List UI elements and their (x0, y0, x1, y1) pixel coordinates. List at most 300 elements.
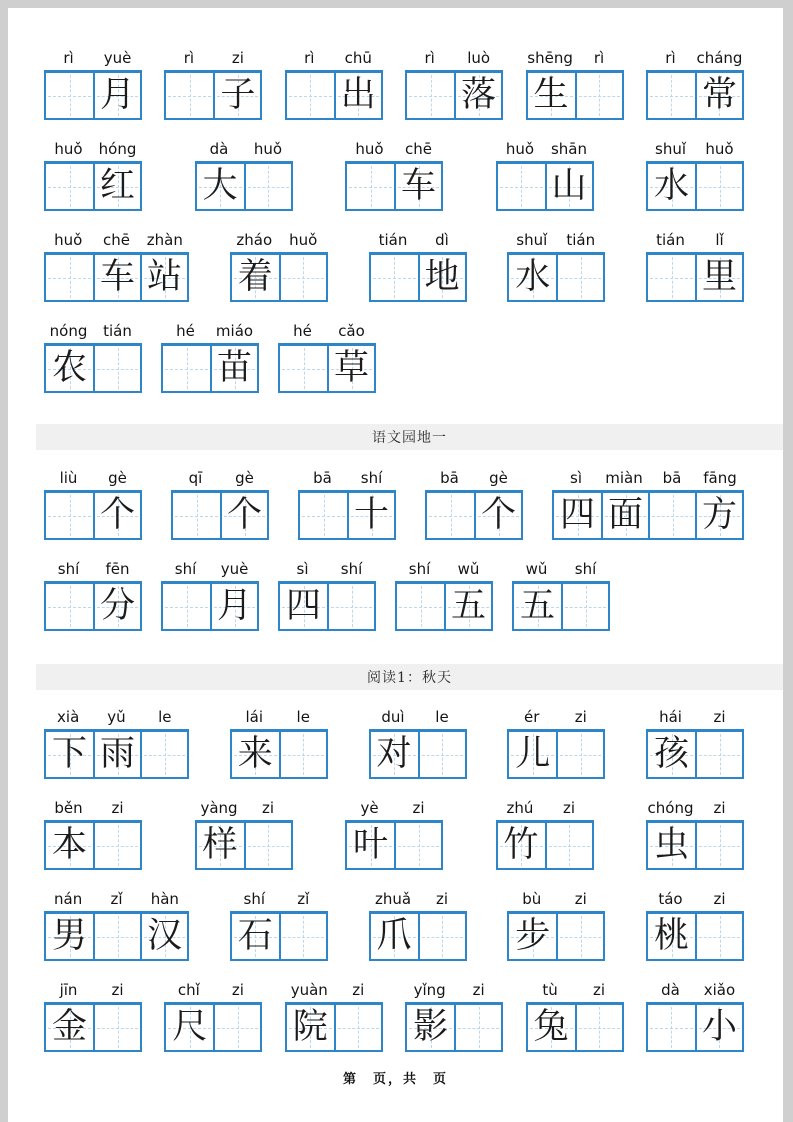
pinyin-row (552, 468, 744, 490)
word-group (646, 48, 744, 120)
pinyin-syllable: duì (381, 708, 405, 726)
pinyin-syllable: yuè (220, 560, 249, 578)
pinyin-row (646, 980, 744, 1002)
character-box-filled (140, 255, 187, 300)
character-box-empty (279, 732, 326, 777)
character-box-filled (509, 255, 556, 300)
pinyin-syllable: lái (245, 708, 264, 726)
character-box-empty (498, 164, 545, 209)
character-boxes (161, 581, 259, 631)
pinyin-syllable: shuǐ (655, 140, 686, 158)
character-box-filled (166, 1005, 213, 1050)
word-group (496, 139, 594, 211)
character-box-filled (454, 73, 501, 118)
character-boxes (507, 729, 605, 779)
pinyin-row (369, 889, 467, 911)
word-group (44, 468, 142, 540)
pinyin-row (512, 559, 610, 581)
character-box-filled (695, 255, 742, 300)
pinyin-syllable: hé (293, 322, 312, 340)
pinyin-row (44, 798, 142, 820)
character-box-empty (397, 584, 444, 629)
pinyin-syllable: zi (231, 981, 244, 999)
character: 孩 (653, 734, 689, 774)
character: 生 (533, 75, 569, 115)
character-box-empty (279, 255, 326, 300)
pinyin-syllable: huǒ (505, 140, 535, 158)
character-box-empty (287, 73, 334, 118)
pinyin-row (164, 48, 262, 70)
character-box-empty (454, 1005, 501, 1050)
character: 地 (424, 257, 460, 297)
pinyin-syllable: zháo (236, 231, 273, 249)
character: 水 (653, 166, 689, 206)
character: 儿 (515, 734, 551, 774)
character-box-empty (695, 914, 742, 959)
character-boxes (646, 252, 744, 302)
word-group (646, 889, 744, 961)
character: 小 (701, 1007, 737, 1047)
character-box-filled (213, 73, 260, 118)
pinyin-syllable: miàn (605, 469, 643, 487)
character: 子 (220, 75, 256, 115)
character-box-empty (407, 73, 454, 118)
character: 金 (51, 1007, 87, 1047)
character-box-empty (648, 1005, 695, 1050)
character-box-empty (418, 732, 465, 777)
character: 车 (99, 257, 135, 297)
character-box-empty (575, 73, 622, 118)
pinyin-syllable: ér (524, 708, 540, 726)
character: 步 (515, 916, 551, 956)
pinyin-row (507, 889, 605, 911)
character: 面 (607, 495, 643, 535)
word-group (161, 559, 259, 631)
character-boxes (552, 490, 744, 540)
character-boxes (369, 729, 467, 779)
character-box-empty (163, 346, 210, 391)
character-box-filled (327, 346, 374, 391)
section-words-block-2 (44, 468, 744, 631)
word-group (285, 48, 383, 120)
word-group (405, 980, 503, 1052)
character-boxes (405, 70, 503, 120)
worksheet-page (8, 8, 783, 1122)
pinyin-syllable: sì (570, 469, 582, 487)
pinyin-syllable: cǎo (338, 322, 365, 340)
word-row (44, 707, 744, 779)
character-box-empty (93, 346, 140, 391)
pinyin-row (44, 230, 189, 252)
pinyin-syllable: fāng (703, 469, 737, 487)
word-group (646, 139, 744, 211)
pinyin-syllable: zi (472, 981, 485, 999)
character-boxes (230, 252, 328, 302)
word-group (285, 980, 383, 1052)
pinyin-syllable: zi (111, 799, 124, 817)
character-boxes (195, 820, 293, 870)
character: 五 (450, 586, 486, 626)
character: 大 (202, 166, 238, 206)
word-group (44, 980, 142, 1052)
pinyin-syllable: zi (562, 799, 576, 817)
character-box-empty (163, 584, 210, 629)
character: 叶 (352, 825, 388, 865)
pinyin-syllable: chē (103, 231, 130, 249)
pinyin-syllable: dà (209, 140, 229, 158)
character: 下 (51, 734, 87, 774)
pinyin-syllable: shí (243, 890, 265, 908)
character-box-filled (210, 584, 257, 629)
character-boxes (285, 1002, 383, 1052)
pinyin-syllable: chū (344, 49, 372, 67)
pinyin-row (44, 889, 189, 911)
pinyin-row (507, 707, 605, 729)
pinyin-syllable: huǒ (54, 231, 83, 249)
character-box-filled (197, 164, 244, 209)
character-box-empty (556, 255, 603, 300)
character-box-empty (327, 584, 374, 629)
character-boxes (395, 581, 493, 631)
character-box-empty (695, 164, 742, 209)
character-box-empty (244, 823, 291, 868)
character-boxes (646, 161, 744, 211)
character-box-filled (93, 164, 140, 209)
character-box-filled (210, 346, 257, 391)
character-boxes (345, 820, 443, 870)
pinyin-syllable: bā (662, 469, 682, 487)
character: 月 (99, 75, 135, 115)
character-boxes (526, 1002, 624, 1052)
character: 着 (237, 257, 273, 297)
word-group (405, 48, 503, 120)
pinyin-row (526, 980, 624, 1002)
character-box-empty (93, 823, 140, 868)
pinyin-syllable: yǐng (413, 981, 446, 999)
pinyin-row (44, 559, 142, 581)
word-row (44, 798, 744, 870)
pinyin-row (369, 230, 467, 252)
section-header-text: 语文园地一 (372, 430, 447, 446)
character-box-filled (93, 493, 140, 538)
pinyin-row (285, 980, 383, 1002)
word-group (512, 559, 610, 631)
character-box-empty (561, 584, 608, 629)
word-group (369, 230, 467, 302)
character: 分 (99, 586, 135, 626)
character: 男 (51, 916, 87, 956)
word-group (44, 798, 142, 870)
character-box-filled (287, 1005, 334, 1050)
character-box-filled (347, 823, 394, 868)
character-boxes (164, 1002, 262, 1052)
character-box-filled (648, 164, 695, 209)
character-boxes (405, 1002, 503, 1052)
pinyin-syllable: zǐ (110, 890, 123, 908)
pinyin-row (425, 468, 523, 490)
word-group (552, 468, 744, 540)
pinyin-row (496, 798, 594, 820)
word-group (507, 230, 605, 302)
character: 方 (701, 495, 737, 535)
word-group (195, 798, 293, 870)
character: 影 (413, 1007, 449, 1047)
word-group (369, 707, 467, 779)
character-box-empty (46, 164, 93, 209)
pinyin-row (161, 559, 259, 581)
pinyin-syllable: yuè (103, 49, 132, 67)
pinyin-syllable: rì (63, 49, 74, 67)
pinyin-syllable: zi (574, 890, 587, 908)
character-box-empty (556, 914, 603, 959)
character-boxes (298, 490, 396, 540)
character-box-filled (528, 1005, 575, 1050)
pinyin-syllable: le (296, 708, 310, 726)
character-box-empty (244, 164, 291, 209)
character-boxes (369, 252, 467, 302)
character: 虫 (653, 825, 689, 865)
pinyin-syllable: zi (412, 799, 425, 817)
character-boxes (164, 70, 262, 120)
word-group (44, 48, 142, 120)
character-boxes (171, 490, 269, 540)
pinyin-syllable: wǔ (457, 560, 480, 578)
character: 山 (551, 166, 587, 206)
pinyin-syllable: dì (435, 231, 449, 249)
word-row (44, 980, 744, 1052)
pinyin-syllable: hàn (150, 890, 179, 908)
pinyin-syllable: zi (713, 799, 726, 817)
pinyin-syllable: hái (659, 708, 682, 726)
character: 四 (559, 495, 595, 535)
character: 水 (515, 257, 551, 297)
character-box-filled (509, 914, 556, 959)
pinyin-syllable: bā (440, 469, 459, 487)
word-group (230, 707, 328, 779)
character-boxes (507, 911, 605, 961)
character-box-filled (695, 1005, 742, 1050)
character-box-filled (509, 732, 556, 777)
pinyin-row (646, 139, 744, 161)
pinyin-syllable: chǐ (177, 981, 200, 999)
word-group (44, 889, 189, 961)
pinyin-syllable: yàng (200, 799, 238, 817)
pinyin-syllable: rì (304, 49, 315, 67)
pinyin-syllable: rì (665, 49, 676, 67)
pinyin-syllable: shí (57, 560, 80, 578)
character-box-filled (334, 73, 381, 118)
character-box-empty (166, 73, 213, 118)
character-box-filled (93, 584, 140, 629)
pinyin-syllable: zi (713, 890, 726, 908)
character: 汉 (146, 916, 182, 956)
character-box-filled (554, 493, 601, 538)
pinyin-syllable: tián (566, 231, 596, 249)
character-box-empty (575, 1005, 622, 1050)
pinyin-row (285, 48, 383, 70)
section-words-block-3 (44, 707, 744, 1052)
character-box-empty (371, 255, 418, 300)
section-header-bar (36, 664, 783, 690)
character-box-filled (601, 493, 648, 538)
pinyin-syllable: zi (231, 49, 244, 67)
pinyin-syllable: hóng (98, 140, 137, 158)
pinyin-syllable: zhú (506, 799, 534, 817)
character-box-filled (46, 1005, 93, 1050)
pinyin-row (230, 230, 328, 252)
pinyin-syllable: nóng (49, 322, 88, 340)
character: 爪 (376, 916, 412, 956)
word-group (44, 707, 189, 779)
character-box-filled (220, 493, 267, 538)
word-group (646, 707, 744, 779)
character-box-filled (418, 255, 465, 300)
character-box-filled (695, 73, 742, 118)
pinyin-syllable: xiǎo (703, 981, 736, 999)
pinyin-syllable: huǒ (289, 231, 318, 249)
pinyin-row (369, 707, 467, 729)
pinyin-syllable: huǒ (355, 140, 384, 158)
character: 桃 (653, 916, 689, 956)
word-group (44, 321, 142, 393)
word-row (44, 139, 744, 211)
character-box-empty (648, 255, 695, 300)
word-group (278, 321, 376, 393)
pinyin-row (298, 468, 396, 490)
character: 里 (701, 257, 737, 297)
character-boxes (425, 490, 523, 540)
pinyin-row (195, 139, 293, 161)
pinyin-syllable: bù (522, 890, 542, 908)
pinyin-row (507, 230, 605, 252)
character-box-empty (213, 1005, 260, 1050)
pinyin-syllable: tián (656, 231, 685, 249)
character-box-filled (474, 493, 521, 538)
character-boxes (646, 729, 744, 779)
character-box-empty (556, 732, 603, 777)
section-words-block-1 (44, 48, 744, 393)
pinyin-row (44, 139, 142, 161)
character: 常 (701, 75, 737, 115)
word-group (171, 468, 269, 540)
word-group (230, 889, 328, 961)
pinyin-syllable: zi (111, 981, 124, 999)
character-box-filled (347, 493, 394, 538)
pinyin-syllable: shí (574, 560, 597, 578)
character-boxes (195, 161, 293, 211)
character-boxes (44, 490, 142, 540)
word-group (230, 230, 328, 302)
character-boxes (230, 911, 328, 961)
character-box-empty (93, 914, 140, 959)
word-group (298, 468, 396, 540)
pinyin-row (395, 559, 493, 581)
pinyin-row (278, 559, 376, 581)
pinyin-row (646, 889, 744, 911)
pinyin-syllable: huǒ (253, 140, 283, 158)
pinyin-row (44, 707, 189, 729)
pinyin-row (646, 48, 744, 70)
pinyin-syllable: shān (550, 140, 588, 158)
word-group (195, 139, 293, 211)
character-box-filled (46, 823, 93, 868)
character-box-empty (418, 914, 465, 959)
pinyin-syllable: zhàn (146, 231, 183, 249)
character-boxes (646, 70, 744, 120)
pinyin-row (44, 468, 142, 490)
pinyin-row (195, 798, 293, 820)
character: 十 (353, 495, 389, 535)
character-box-filled (498, 823, 545, 868)
pinyin-syllable: sì (296, 560, 309, 578)
pinyin-syllable: tù (542, 981, 558, 999)
character-box-empty (140, 732, 187, 777)
pinyin-syllable: yè (360, 799, 379, 817)
pinyin-syllable: huǒ (54, 140, 83, 158)
character-box-empty (46, 73, 93, 118)
character-boxes (44, 1002, 142, 1052)
word-group (345, 139, 443, 211)
pinyin-syllable: hé (176, 322, 195, 340)
pinyin-row (230, 889, 328, 911)
character: 本 (51, 825, 87, 865)
character-box-empty (648, 73, 695, 118)
word-group (526, 48, 624, 120)
character-boxes (646, 820, 744, 870)
pinyin-syllable: miáo (215, 322, 254, 340)
character-box-empty (695, 732, 742, 777)
character: 五 (519, 586, 555, 626)
character-box-empty (334, 1005, 381, 1050)
character-box-filled (394, 164, 441, 209)
character-box-filled (46, 732, 93, 777)
character-box-empty (695, 823, 742, 868)
character-boxes (646, 1002, 744, 1052)
character-boxes (496, 161, 594, 211)
pinyin-syllable: zi (352, 981, 365, 999)
character: 月 (216, 586, 252, 626)
character-box-filled (648, 914, 695, 959)
character-box-filled (371, 914, 418, 959)
character-boxes (646, 911, 744, 961)
word-row (44, 230, 744, 302)
pinyin-row (646, 707, 744, 729)
pinyin-syllable: bā (313, 469, 332, 487)
word-group (425, 468, 523, 540)
pinyin-syllable: zǐ (297, 890, 310, 908)
character-box-filled (371, 732, 418, 777)
pinyin-syllable: liù (59, 469, 78, 487)
word-group (161, 321, 259, 393)
character-boxes (507, 252, 605, 302)
character-boxes (44, 70, 142, 120)
pinyin-syllable: shí (408, 560, 431, 578)
word-row (44, 321, 744, 393)
character-box-empty (280, 346, 327, 391)
character: 来 (237, 734, 273, 774)
pinyin-syllable: rì (183, 49, 195, 67)
pinyin-syllable: jīn (59, 981, 78, 999)
character-box-filled (648, 732, 695, 777)
character-boxes (44, 581, 142, 631)
pinyin-syllable: cháng (696, 49, 743, 67)
page-footer: 第 页，共 页 (342, 1072, 448, 1087)
character-boxes (345, 161, 443, 211)
pinyin-row (345, 139, 443, 161)
character: 草 (333, 348, 369, 388)
pinyin-syllable: tián (103, 322, 132, 340)
character: 农 (51, 348, 87, 388)
